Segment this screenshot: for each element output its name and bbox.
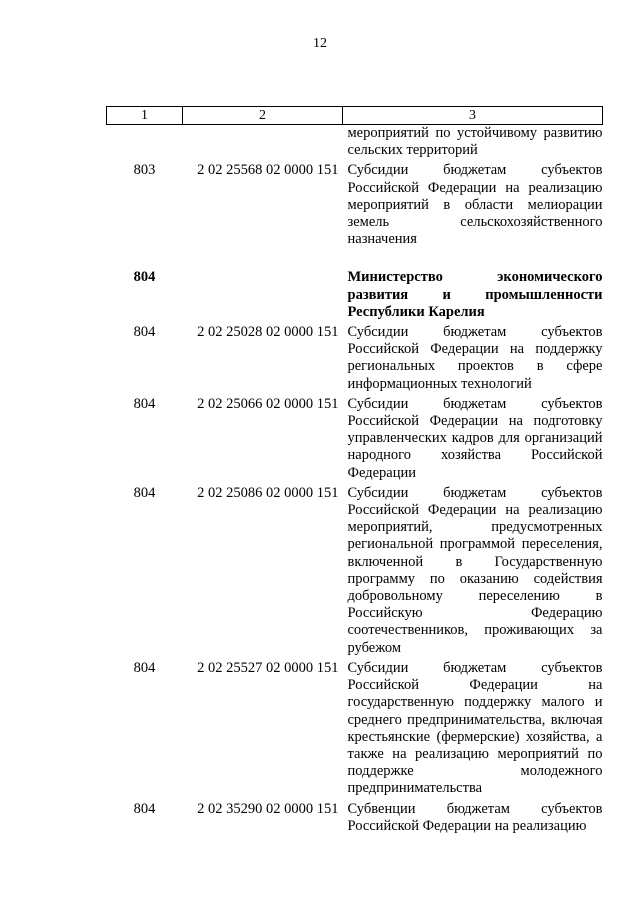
chapter-code-cell: 804 bbox=[133, 659, 156, 676]
spacer-cell bbox=[183, 251, 343, 269]
table-row bbox=[107, 660, 603, 801]
revenue-name-cell: Субсидии бюджетам субъектов Российской Федерации на реализацию мероприятий в области мелиорации земель сельскохозяйственного назначения bbox=[347, 162, 603, 248]
revenue-code-cell: 2 02 25568 02 0000 151 bbox=[197, 162, 339, 179]
page-number: 12 bbox=[313, 36, 327, 51]
ministry-heading-row bbox=[107, 269, 603, 324]
column-header-chapter: 1 bbox=[107, 107, 183, 125]
chapter-code-cell: 803 bbox=[133, 162, 156, 179]
budget-table bbox=[106, 106, 603, 838]
table-row bbox=[107, 125, 603, 163]
revenue-name-cell: Субсидии бюджетам субъектов Российской Федерации на реализацию мероприятий, предусмотренных региональной программой переселения, включенной в Государственную программу по оказанию содействия добровольному переселению в Российскую Федерацию соотечественников, проживающих за рубежом bbox=[347, 484, 603, 656]
revenue-name-cell: Субсидии бюджетам субъектов Российской Федерации на государственную поддержку малого и среднего предпринимательства, включая крестьянские (фермерские) хозяйства, а также на реализацию мероприятий по поддержке молодежного предпринимательства bbox=[347, 659, 603, 797]
spacer-row bbox=[107, 251, 603, 269]
table-header-row bbox=[107, 107, 603, 125]
revenue-code-cell: 2 02 25086 02 0000 151 bbox=[197, 484, 339, 501]
chapter-code-cell: 804 bbox=[133, 800, 156, 817]
spacer-cell bbox=[343, 251, 603, 269]
ministry-name-cell: Министерство экономического развития и промышленности Республики Карелия bbox=[347, 269, 603, 320]
revenue-name-cell: Субсидии бюджетам субъектов Российской Федерации на поддержку региональных проектов в сфере информационных технологий bbox=[347, 324, 603, 392]
table-row bbox=[107, 324, 603, 396]
spacer-cell bbox=[107, 251, 183, 269]
table-row bbox=[107, 396, 603, 485]
chapter-code-cell: 804 bbox=[133, 395, 156, 412]
revenue-code-cell bbox=[183, 125, 343, 163]
chapter-code-cell bbox=[107, 125, 183, 163]
table-row bbox=[107, 485, 603, 660]
revenue-name-cell: Субвенции бюджетам субъектов Российской Федерации на реализацию bbox=[347, 800, 603, 834]
revenue-code-cell bbox=[183, 269, 343, 324]
revenue-code-cell: 2 02 35290 02 0000 151 bbox=[197, 800, 339, 817]
chapter-code-cell: 804 bbox=[133, 269, 156, 286]
revenue-name-cell: Субсидии бюджетам субъектов Российской Федерации на подготовку управленческих кадров для организаций народного хозяйства Российской Федерации bbox=[347, 395, 603, 481]
revenue-code-cell: 2 02 25527 02 0000 151 bbox=[197, 659, 339, 676]
column-header-name: 3 bbox=[343, 107, 603, 125]
revenue-code-cell: 2 02 25066 02 0000 151 bbox=[197, 395, 339, 412]
chapter-code-cell: 804 bbox=[133, 324, 156, 341]
table-row bbox=[107, 162, 603, 251]
revenue-name-cell: мероприятий по устойчивому развитию сельских территорий bbox=[347, 125, 603, 159]
revenue-code-cell: 2 02 25028 02 0000 151 bbox=[197, 324, 339, 341]
table-row bbox=[107, 801, 603, 838]
column-header-code: 2 bbox=[183, 107, 343, 125]
chapter-code-cell: 804 bbox=[133, 484, 156, 501]
